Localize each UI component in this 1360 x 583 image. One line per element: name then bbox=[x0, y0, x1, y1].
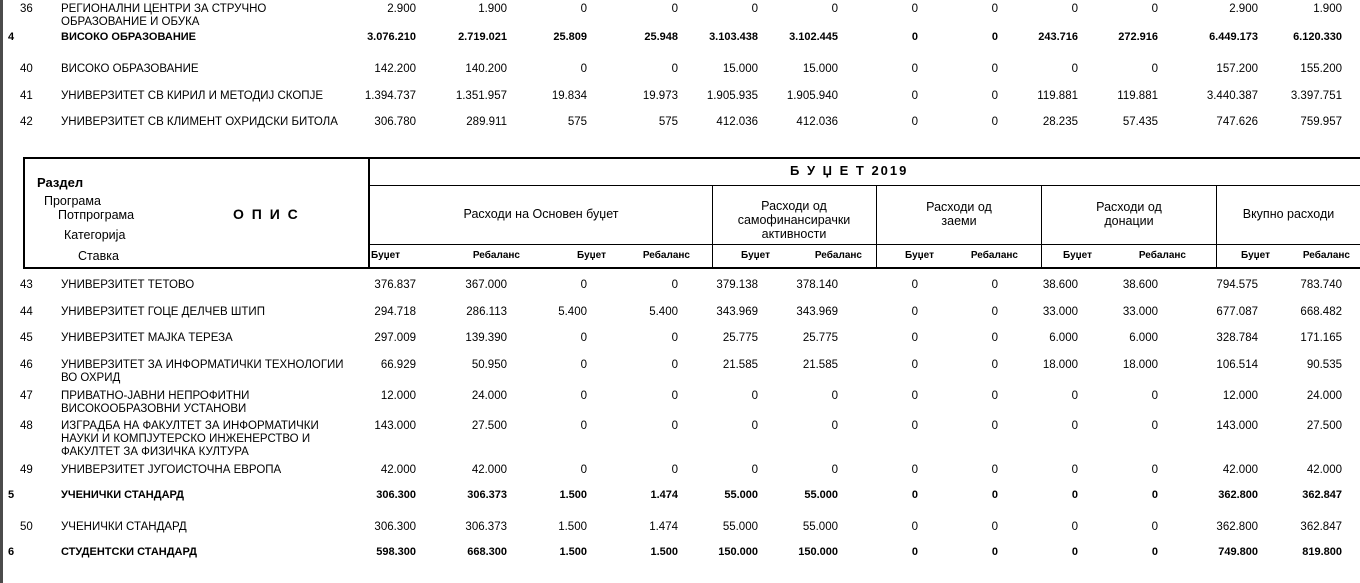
row-value: 5.400 bbox=[558, 306, 587, 318]
row-description: УЧЕНИЧКИ СТАНДАРД bbox=[61, 521, 187, 533]
row-value: 0 bbox=[911, 332, 918, 344]
row-code: 49 bbox=[20, 464, 33, 476]
row-value: 749.800 bbox=[1218, 546, 1258, 558]
row-code: 47 bbox=[20, 390, 33, 402]
row-value: 0 bbox=[991, 546, 998, 558]
row-value: 0 bbox=[1151, 521, 1158, 533]
row-value: 1.474 bbox=[650, 489, 678, 501]
row-value: 139.390 bbox=[465, 332, 507, 344]
row-value: 0 bbox=[1071, 420, 1078, 432]
row-value: 0 bbox=[751, 3, 758, 15]
header-divider-budget bbox=[368, 185, 1360, 186]
row-value: 24.000 bbox=[471, 390, 507, 402]
header-border-top-left bbox=[23, 157, 368, 159]
row-value: 0 bbox=[1071, 3, 1078, 15]
row-code: 36 bbox=[20, 3, 33, 15]
row-value: 0 bbox=[831, 390, 838, 402]
row-description: УНИВЕРЗИТЕТ СВ КЛИМЕНТ ОХРИДСКИ БИТОЛА bbox=[61, 116, 338, 128]
header-kategorija: Категорија bbox=[64, 228, 126, 242]
header-razdel: Раздел bbox=[37, 175, 84, 190]
row-value: 25.948 bbox=[644, 31, 678, 43]
row-value: 362.847 bbox=[1300, 521, 1342, 533]
row-value: 747.626 bbox=[1216, 116, 1258, 128]
row-code: 4 bbox=[8, 31, 15, 43]
row-value: 27.500 bbox=[1306, 420, 1342, 432]
subheader-budget: Буџет bbox=[1063, 250, 1092, 261]
row-description: УНИВЕРЗИТЕТ ЗА ИНФОРМАТИЧКИ ТЕХНОЛОГИИ ВО ОХРИД bbox=[61, 359, 344, 384]
row-description: УЧЕНИЧКИ СТАНДАРД bbox=[61, 489, 185, 501]
row-value: 27.500 bbox=[471, 420, 507, 432]
subheader-budget: Буџет bbox=[577, 250, 606, 261]
row-value: 6.000 bbox=[1049, 332, 1078, 344]
header-border-left bbox=[23, 157, 25, 269]
row-value: 0 bbox=[1151, 489, 1158, 501]
row-code: 42 bbox=[20, 116, 33, 128]
group-zaemi: Расходи од заеми bbox=[926, 200, 992, 228]
row-value: 0 bbox=[911, 390, 918, 402]
row-value: 2.900 bbox=[387, 3, 416, 15]
subheader-budget: Буџет bbox=[371, 250, 400, 261]
row-value: 343.969 bbox=[716, 306, 758, 318]
row-value: 0 bbox=[1151, 546, 1158, 558]
row-value: 1.905.935 bbox=[706, 90, 758, 102]
row-value: 2.900 bbox=[1229, 3, 1258, 15]
row-value: 0 bbox=[911, 279, 918, 291]
row-value: 21.585 bbox=[802, 359, 838, 371]
row-value: 0 bbox=[911, 116, 918, 128]
row-value: 1.500 bbox=[650, 546, 678, 558]
row-description: РЕГИОНАЛНИ ЦЕНТРИ ЗА СТРУЧНО ОБРАЗОВАНИЕ И ОБУКА bbox=[61, 3, 267, 28]
row-value: 362.847 bbox=[1302, 489, 1342, 501]
row-value: 3.103.438 bbox=[709, 31, 758, 43]
row-value: 157.200 bbox=[1216, 63, 1258, 75]
row-value: 0 bbox=[911, 31, 918, 43]
row-value: 15.000 bbox=[802, 63, 838, 75]
row-value: 0 bbox=[911, 90, 918, 102]
row-value: 0 bbox=[911, 359, 918, 371]
subheader-rebalans: Ребаланс bbox=[642, 250, 690, 261]
row-value: 0 bbox=[831, 464, 838, 476]
row-value: 150.000 bbox=[798, 546, 838, 558]
row-value: 0 bbox=[751, 464, 758, 476]
row-value: 306.300 bbox=[374, 521, 416, 533]
row-value: 0 bbox=[911, 464, 918, 476]
row-value: 0 bbox=[751, 390, 758, 402]
row-value: 243.716 bbox=[1038, 31, 1078, 43]
row-description: СТУДЕНТСКИ СТАНДАРД bbox=[61, 546, 197, 558]
row-value: 143.000 bbox=[1216, 420, 1258, 432]
row-value: 0 bbox=[671, 359, 678, 371]
row-value: 0 bbox=[1071, 521, 1078, 533]
row-value: 362.800 bbox=[1216, 521, 1258, 533]
row-value: 106.514 bbox=[1216, 359, 1258, 371]
row-value: 12.000 bbox=[380, 390, 416, 402]
subheader-rebalans: Ребаланс bbox=[814, 250, 862, 261]
row-value: 143.000 bbox=[374, 420, 416, 432]
row-value: 25.775 bbox=[722, 332, 758, 344]
row-value: 18.000 bbox=[1122, 359, 1158, 371]
row-value: 1.500 bbox=[558, 521, 587, 533]
row-value: 3.076.210 bbox=[367, 31, 416, 43]
row-value: 0 bbox=[831, 420, 838, 432]
row-value: 0 bbox=[991, 464, 998, 476]
row-value: 378.140 bbox=[796, 279, 838, 291]
row-value: 33.000 bbox=[1122, 306, 1158, 318]
row-value: 0 bbox=[580, 390, 587, 402]
header-programa: Програма bbox=[44, 194, 101, 208]
row-description: УНИВЕРЗИТЕТ ТЕТОВО bbox=[61, 279, 195, 291]
row-value: 24.000 bbox=[1306, 390, 1342, 402]
row-value: 0 bbox=[991, 63, 998, 75]
row-value: 306.300 bbox=[376, 489, 416, 501]
subheader-budget: Буџет bbox=[741, 250, 770, 261]
row-code: 6 bbox=[8, 546, 15, 558]
subheader-rebalans: Ребаланс bbox=[1138, 250, 1186, 261]
row-value: 0 bbox=[991, 359, 998, 371]
row-value: 0 bbox=[580, 420, 587, 432]
row-value: 1.500 bbox=[559, 489, 587, 501]
row-value: 42.000 bbox=[380, 464, 416, 476]
row-value: 15.000 bbox=[722, 63, 758, 75]
row-value: 668.300 bbox=[467, 546, 507, 558]
row-value: 3.397.751 bbox=[1290, 90, 1342, 102]
group-osnoven: Расходи на Основен буџет bbox=[463, 207, 619, 221]
row-value: 306.373 bbox=[465, 521, 507, 533]
row-value: 66.929 bbox=[380, 359, 416, 371]
row-value: 297.009 bbox=[374, 332, 416, 344]
row-value: 0 bbox=[911, 546, 918, 558]
row-code: 41 bbox=[20, 90, 33, 102]
row-value: 142.200 bbox=[374, 63, 416, 75]
row-value: 0 bbox=[671, 279, 678, 291]
header-divider-sub bbox=[368, 244, 1360, 245]
row-value: 0 bbox=[1151, 63, 1158, 75]
row-code: 40 bbox=[20, 63, 33, 75]
row-value: 140.200 bbox=[465, 63, 507, 75]
row-value: 155.200 bbox=[1300, 63, 1342, 75]
row-description: ВИСОКО ОБРАЗОВАНИЕ bbox=[61, 31, 197, 43]
row-description: УНИВЕРЗИТЕТ ГОЦЕ ДЕЛЧЕВ ШТИП bbox=[61, 306, 265, 318]
row-value: 0 bbox=[1071, 63, 1078, 75]
row-value: 306.373 bbox=[467, 489, 507, 501]
row-value: 0 bbox=[911, 489, 918, 501]
row-value: 0 bbox=[751, 420, 758, 432]
row-code: 45 bbox=[20, 332, 33, 344]
header-stavka: Ставка bbox=[78, 249, 119, 263]
row-code: 44 bbox=[20, 306, 33, 318]
row-value: 0 bbox=[671, 332, 678, 344]
row-value: 0 bbox=[1151, 3, 1158, 15]
row-value: 0 bbox=[911, 521, 918, 533]
row-value: 306.780 bbox=[374, 116, 416, 128]
row-value: 598.300 bbox=[376, 546, 416, 558]
row-value: 1.394.737 bbox=[364, 90, 416, 102]
row-code: 46 bbox=[20, 359, 33, 371]
row-value: 272.916 bbox=[1118, 31, 1158, 43]
row-value: 1.905.940 bbox=[786, 90, 838, 102]
row-value: 3.440.387 bbox=[1206, 90, 1258, 102]
budget-title: Б У Џ Е Т 2019 bbox=[790, 163, 909, 178]
row-value: 677.087 bbox=[1216, 306, 1258, 318]
row-value: 783.740 bbox=[1300, 279, 1342, 291]
row-value: 0 bbox=[580, 359, 587, 371]
row-value: 1.900 bbox=[1313, 3, 1342, 15]
row-value: 0 bbox=[580, 63, 587, 75]
row-value: 1.474 bbox=[649, 521, 678, 533]
row-value: 0 bbox=[580, 464, 587, 476]
row-value: 294.718 bbox=[374, 306, 416, 318]
row-value: 362.800 bbox=[1218, 489, 1258, 501]
row-value: 42.000 bbox=[471, 464, 507, 476]
row-value: 0 bbox=[1071, 390, 1078, 402]
row-value: 55.000 bbox=[804, 489, 838, 501]
group-samofinansirachki: Расходи од самофинансирачки активности bbox=[737, 199, 851, 241]
row-value: 42.000 bbox=[1306, 464, 1342, 476]
row-value: 6.449.173 bbox=[1209, 31, 1258, 43]
row-code: 50 bbox=[20, 521, 33, 533]
subheader-budget: Буџет bbox=[905, 250, 934, 261]
row-value: 367.000 bbox=[465, 279, 507, 291]
row-value: 0 bbox=[671, 390, 678, 402]
row-value: 25.775 bbox=[802, 332, 838, 344]
row-value: 0 bbox=[580, 332, 587, 344]
subheader-rebalans: Ребаланс bbox=[970, 250, 1018, 261]
row-value: 150.000 bbox=[718, 546, 758, 558]
row-value: 21.585 bbox=[722, 359, 758, 371]
row-value: 0 bbox=[991, 116, 998, 128]
row-value: 0 bbox=[1151, 464, 1158, 476]
row-value: 50.950 bbox=[471, 359, 507, 371]
row-value: 0 bbox=[991, 420, 998, 432]
row-value: 55.000 bbox=[802, 521, 838, 533]
row-value: 0 bbox=[1151, 390, 1158, 402]
row-description: ИЗГРАДБА НА ФАКУЛТЕТ ЗА ИНФОРМАТИЧКИ НАУКИ И КОМПЈУТЕРСКО ИНЖЕНЕРСТВО И ФАКУЛТЕТ ЗА ФИЗИЧКА КУЛТУРА bbox=[61, 420, 319, 458]
row-value: 0 bbox=[580, 3, 587, 15]
row-value: 379.138 bbox=[716, 279, 758, 291]
row-value: 0 bbox=[1071, 546, 1078, 558]
row-value: 759.957 bbox=[1300, 116, 1342, 128]
row-value: 289.911 bbox=[466, 116, 507, 128]
header-opis: О П И С bbox=[233, 206, 300, 222]
row-value: 0 bbox=[991, 306, 998, 318]
row-value: 0 bbox=[671, 464, 678, 476]
row-value: 19.834 bbox=[551, 90, 587, 102]
row-value: 819.800 bbox=[1302, 546, 1342, 558]
row-value: 19.973 bbox=[642, 90, 678, 102]
row-description: УНИВЕРЗИТЕТ ЈУГОИСТОЧНА ЕВРОПА bbox=[61, 464, 282, 476]
row-value: 25.809 bbox=[553, 31, 587, 43]
row-value: 38.600 bbox=[1042, 279, 1078, 291]
row-value: 412.036 bbox=[796, 116, 838, 128]
row-value: 0 bbox=[991, 489, 998, 501]
row-value: 5.400 bbox=[649, 306, 678, 318]
row-value: 55.000 bbox=[722, 521, 758, 533]
row-value: 412.036 bbox=[716, 116, 758, 128]
row-value: 0 bbox=[911, 306, 918, 318]
row-value: 90.535 bbox=[1306, 359, 1342, 371]
header-border-top bbox=[368, 157, 1360, 159]
row-value: 0 bbox=[831, 3, 838, 15]
row-description: ВИСОКО ОБРАЗОВАНИЕ bbox=[61, 63, 199, 75]
row-value: 171.165 bbox=[1300, 332, 1342, 344]
group-donacii: Расходи од донации bbox=[1096, 200, 1162, 228]
row-value: 0 bbox=[580, 279, 587, 291]
row-value: 28.235 bbox=[1042, 116, 1078, 128]
row-value: 38.600 bbox=[1122, 279, 1158, 291]
row-code: 43 bbox=[20, 279, 33, 291]
row-value: 575 bbox=[658, 116, 678, 128]
row-value: 0 bbox=[671, 3, 678, 15]
row-value: 0 bbox=[991, 521, 998, 533]
row-value: 0 bbox=[991, 332, 998, 344]
row-value: 33.000 bbox=[1042, 306, 1078, 318]
row-value: 0 bbox=[911, 63, 918, 75]
row-value: 0 bbox=[1071, 489, 1078, 501]
row-description: ПРИВАТНО-ЈАВНИ НЕПРОФИТНИ ВИСОКООБРАЗОВНИ УСТАНОВИ bbox=[61, 390, 250, 415]
row-value: 0 bbox=[671, 420, 678, 432]
subheader-rebalans: Ребаланс bbox=[472, 250, 520, 261]
row-value: 328.784 bbox=[1216, 332, 1258, 344]
row-value: 0 bbox=[911, 420, 918, 432]
row-value: 6.000 bbox=[1129, 332, 1158, 344]
left-edge-bar bbox=[0, 0, 3, 583]
row-value: 376.837 bbox=[374, 279, 416, 291]
row-value: 119.881 bbox=[1117, 90, 1158, 102]
subheader-rebalans: Ребаланс bbox=[1302, 250, 1350, 261]
row-value: 0 bbox=[991, 279, 998, 291]
row-value: 0 bbox=[1151, 420, 1158, 432]
row-code: 5 bbox=[8, 489, 15, 501]
row-description: УНИВЕРЗИТЕТ МАЈКА ТЕРЕЗА bbox=[61, 332, 233, 344]
row-value: 286.113 bbox=[466, 306, 507, 318]
row-value: 55.000 bbox=[724, 489, 758, 501]
row-value: 119.881 bbox=[1037, 90, 1078, 102]
group-vkupno: Вкупно расходи bbox=[1242, 207, 1335, 221]
row-value: 18.000 bbox=[1042, 359, 1078, 371]
row-value: 1.500 bbox=[559, 546, 587, 558]
row-value: 343.969 bbox=[796, 306, 838, 318]
row-value: 6.120.330 bbox=[1293, 31, 1342, 43]
row-value: 3.102.445 bbox=[789, 31, 838, 43]
row-value: 0 bbox=[671, 63, 678, 75]
row-value: 0 bbox=[991, 390, 998, 402]
row-value: 0 bbox=[991, 90, 998, 102]
row-value: 1.900 bbox=[478, 3, 507, 15]
row-value: 0 bbox=[1071, 464, 1078, 476]
row-description: УНИВЕРЗИТЕТ СВ КИРИЛ И МЕТОДИЈ СКОПЈЕ bbox=[61, 90, 323, 102]
row-value: 2.719.021 bbox=[458, 31, 507, 43]
row-value: 0 bbox=[991, 3, 998, 15]
row-value: 0 bbox=[991, 31, 998, 43]
row-value: 42.000 bbox=[1222, 464, 1258, 476]
header-potprograma: Потпрограма bbox=[58, 208, 135, 222]
row-value: 0 bbox=[911, 3, 918, 15]
header-border-bottom bbox=[23, 267, 1360, 269]
row-value: 12.000 bbox=[1222, 390, 1258, 402]
row-code: 48 bbox=[20, 420, 33, 432]
row-value: 57.435 bbox=[1122, 116, 1158, 128]
row-value: 575 bbox=[567, 116, 587, 128]
row-value: 1.351.957 bbox=[455, 90, 507, 102]
row-value: 668.482 bbox=[1300, 306, 1342, 318]
row-value: 794.575 bbox=[1216, 279, 1258, 291]
subheader-budget: Буџет bbox=[1241, 250, 1270, 261]
